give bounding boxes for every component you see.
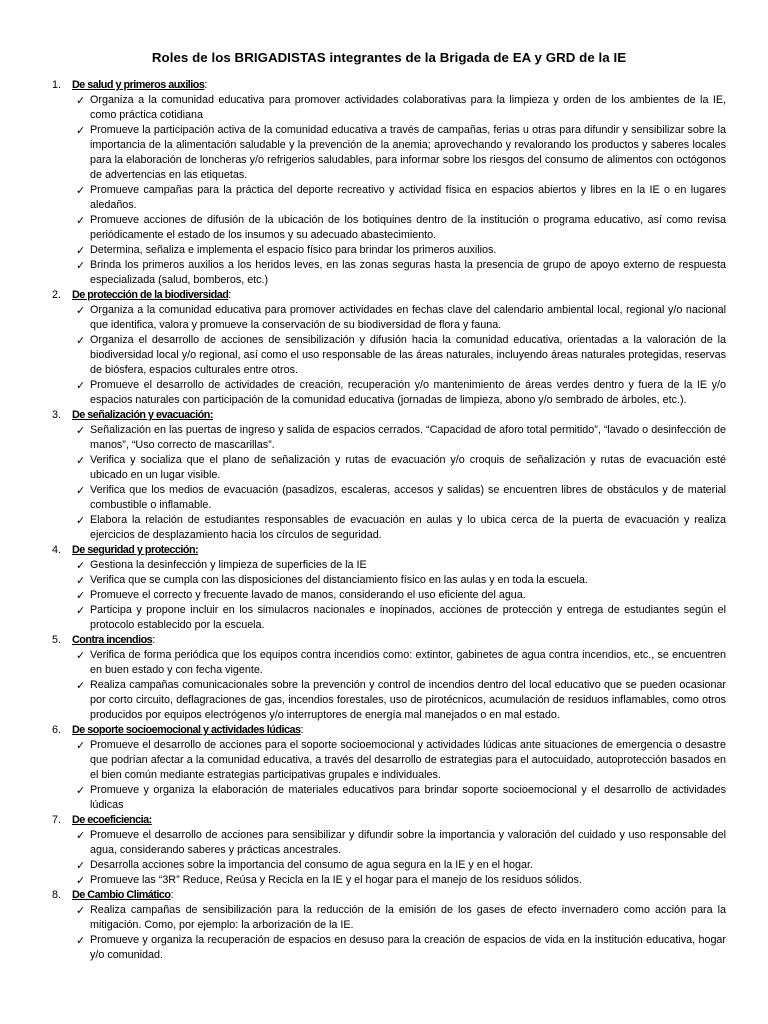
role-section: [52, 288, 726, 408]
list-item-text: Promueve y organiza la recuperación de espacios en desuso para la creación de espacios de vida en la institución educativa, hogar y/o comunidad.: [90, 934, 726, 961]
section-number: 6.: [52, 724, 62, 736]
list-item: [52, 933, 726, 963]
list-item-text: Promueve el correcto y frecuente lavado de manos, considerando el uso eficiente del agua.: [90, 589, 526, 601]
list-item-text: Elabora la relación de estudiantes responsables de evacuación en aulas y lo ubica cerca de la puerta de evacuación y realiza ejercicios de desplazamiento hacia los círculos de seguridad.: [90, 514, 726, 541]
section-items: [52, 903, 726, 963]
checkmark-icon: ✓: [76, 859, 86, 872]
list-item-text: Realiza campañas de sensibilización para la reducción de la emisión de los gases de efecto invernadero como acción para la mitigación. Como, por ejemplo: la arborización de la IE.: [90, 904, 726, 931]
checkmark-icon: ✓: [76, 679, 86, 692]
checkmark-icon: ✓: [76, 514, 86, 527]
section-items: [52, 423, 726, 543]
list-item-text: Verifica y socializa que el plano de señalización y rutas de evacuación y/o croquis de señalización y rutas de evacuación esté ubicado en un lugar visible.: [90, 454, 726, 481]
section-title-colon: :: [152, 634, 156, 646]
section-title-colon: :: [204, 79, 208, 91]
section-heading: [52, 543, 726, 558]
section-title: De ecoeficiencia:: [72, 814, 152, 826]
checkmark-icon: ✓: [76, 214, 86, 227]
checkmark-icon: ✓: [76, 334, 86, 347]
section-title-colon: :: [170, 889, 174, 901]
section-title: De señalización y evacuación:: [72, 409, 213, 421]
role-section: [52, 813, 726, 888]
checkmark-icon: ✓: [76, 559, 86, 572]
checkmark-icon: ✓: [76, 649, 86, 662]
checkmark-icon: ✓: [76, 874, 86, 887]
checkmark-icon: ✓: [76, 304, 86, 317]
checkmark-icon: ✓: [76, 259, 86, 272]
list-item-text: Desarrolla acciones sobre la importancia del consumo de agua segura en la IE y en el hogar.: [90, 859, 533, 871]
section-title: De soporte socioemocional y actividades lúdicas: [72, 724, 301, 736]
checkmark-icon: ✓: [76, 784, 86, 797]
list-item: [52, 453, 726, 483]
list-item: [52, 183, 726, 213]
checkmark-icon: ✓: [76, 574, 86, 587]
list-item-text: Gestiona la desinfección y limpieza de superficies de la IE: [90, 559, 367, 571]
section-title: De salud y primeros auxilios: [72, 79, 205, 91]
section-items: [52, 558, 726, 633]
list-item-text: Realiza campañas comunicacionales sobre la prevención y control de incendios dentro del local educativo que se pueden ocasionar por corto circuito, deflagraciones de gas, incendios forestales, uso de pirotécnicos, acumulación de residuos inflamables, como otros producidos por equipos electrógenos y/o interruptores de energía mal manejados o en mal estado.: [90, 679, 726, 721]
list-item-text: Señalización en las puertas de ingreso y salida de espacios cerrados. “Capacidad de aforo total permitido”, “lavado o desinfección de manos”, “Uso correcto de mascarillas”.: [90, 424, 726, 451]
list-item: [52, 483, 726, 513]
checkmark-icon: ✓: [76, 379, 86, 392]
checkmark-icon: ✓: [76, 454, 86, 467]
list-item-text: Verifica que se cumpla con las disposiciones del distanciamiento físico en las aulas y en toda la escuela.: [90, 574, 588, 586]
list-item: [52, 603, 726, 633]
section-title: De Cambio Climático: [72, 889, 171, 901]
list-item-text: Brinda los primeros auxilios a los heridos leves, en las zonas seguras hasta la presencia de grupo de apoyo externo de respuesta especializada (salud, bomberos, etc.): [90, 259, 726, 286]
section-title: De seguridad y protección:: [72, 544, 199, 556]
section-title-colon: :: [228, 289, 232, 301]
section-items: [52, 828, 726, 888]
list-item: [52, 423, 726, 453]
section-items: [52, 648, 726, 723]
list-item-text: Promueve el desarrollo de acciones para el soporte socioemocional y actividades lúdicas ante situaciones de emergencia o desastre que podrían afectar a la comunidad educativa, a través del desarrollo de estrategias para el autocuidado, autoprotección basados en el bien común mediante estrategias participativas grupales e individuales.: [90, 739, 726, 781]
list-item: [52, 243, 726, 258]
section-heading: [52, 633, 726, 648]
list-item-text: Promueve el desarrollo de actividades de creación, recuperación y/o mantenimiento de áreas verdes dentro y fuera de la IE y/o espacios naturales con participación de la comunidad educativa (jornadas de limpieza, abono y/o sembrado de árboles, etc.).: [90, 379, 726, 406]
checkmark-icon: ✓: [76, 904, 86, 917]
section-heading: [52, 723, 726, 738]
section-heading: [52, 288, 726, 303]
list-item-text: Verifica de forma periódica que los equipos contra incendios como: extintor, gabinetes de agua contra incendios, etc., se encuentren en buen estado y con fecha vigente.: [90, 649, 726, 676]
checkmark-icon: ✓: [76, 934, 86, 947]
list-item: [52, 588, 726, 603]
checkmark-icon: ✓: [76, 739, 86, 752]
role-section: [52, 543, 726, 633]
section-items: [52, 303, 726, 408]
list-item: [52, 333, 726, 378]
list-item-text: Organiza a la comunidad educativa para promover actividades en fechas clave del calendario ambiental local, regional y/o nacional que identifica, valora y promueve la conservación de su biodiversidad de flora y fauna.: [90, 304, 726, 331]
checkmark-icon: ✓: [76, 124, 86, 137]
list-item: [52, 93, 726, 123]
list-item-text: Promueve y organiza la elaboración de materiales educativos para brindar soporte socioemocional y el desarrollo de actividades lúdicas: [90, 784, 726, 811]
section-heading: [52, 813, 726, 828]
list-item-text: Participa y propone incluir en los simulacros nacionales e inopinados, acciones de protección y entrega de estudiantes según el protocolo establecido por la escuela.: [90, 604, 726, 631]
list-item-text: Determina, señaliza e implementa el espacio físico para brindar los primeros auxilios.: [90, 244, 497, 256]
checkmark-icon: ✓: [76, 424, 86, 437]
list-item-text: Promueve el desarrollo de acciones para sensibilizar y difundir sobre la importancia y valoración del cuidado y uso responsable del agua, considerando saberes y prácticas ancestrales.: [90, 829, 726, 856]
section-items: [52, 93, 726, 288]
checkmark-icon: ✓: [76, 829, 86, 842]
list-item: [52, 513, 726, 543]
role-section: [52, 888, 726, 963]
role-section: [52, 723, 726, 813]
section-heading: [52, 78, 726, 93]
list-item: [52, 903, 726, 933]
role-section: [52, 78, 726, 288]
list-item-text: Promueve acciones de difusión de la ubicación de los botiquines dentro de la institución o programa educativo, así como revisa periódicamente el estado de los insumos y su adecuado abastecimiento.: [90, 214, 726, 241]
list-item: [52, 678, 726, 723]
list-item: [52, 213, 726, 243]
list-item: [52, 783, 726, 813]
list-item-text: Promueve las “3R” Reduce, Reúsa y Recicla en la IE y el hogar para el manejo de los residuos sólidos.: [90, 874, 582, 886]
section-number: 2.: [52, 289, 62, 301]
list-item: [52, 378, 726, 408]
section-number: 5.: [52, 634, 62, 646]
list-item-text: Promueve la participación activa de la comunidad educativa a través de campañas, ferias u otras para difundir y sensibilizar sobre la importancia de la alimentación saludable y la prevención de la anemia; aprovechando y revalorando los productos y saberes locales para la elaboración de loncheras y/o refrigerios saludables, para informar sobre los riesgos del consumo de alimentos con octógonos de advertencias en las etiquetas.: [90, 124, 726, 181]
section-number: 4.: [52, 544, 62, 556]
checkmark-icon: ✓: [76, 184, 86, 197]
roles-list: [52, 78, 726, 963]
list-item: [52, 303, 726, 333]
section-title-colon: :: [300, 724, 304, 736]
list-item-text: Promueve campañas para la práctica del deporte recreativo y actividad física en espacios abiertos y libres en la IE o en lugares aledaños.: [90, 184, 726, 211]
section-title: Contra incendios: [72, 634, 153, 646]
checkmark-icon: ✓: [76, 589, 86, 602]
checkmark-icon: ✓: [76, 484, 86, 497]
section-number: 7.: [52, 814, 62, 826]
checkmark-icon: ✓: [76, 604, 86, 617]
list-item: [52, 873, 726, 888]
list-item: [52, 648, 726, 678]
section-number: 8.: [52, 889, 62, 901]
document-title: Roles de los BRIGADISTAS integrantes de la Brigada de EA y GRD de la IE: [151, 50, 627, 65]
list-item: [52, 858, 726, 873]
section-number: 3.: [52, 409, 62, 421]
section-heading: [52, 408, 726, 423]
section-heading: [52, 888, 726, 903]
list-item-text: Organiza a la comunidad educativa para promover actividades colaborativas para la limpieza y orden de los ambientes de la IE, como práctica cotidiana: [90, 94, 726, 121]
section-title: De protección de la biodiversidad: [72, 289, 229, 301]
list-item-text: Organiza el desarrollo de acciones de sensibilización y difusión hacia la comunidad educativa, orientadas a la valoración de la biodiversidad local y/o regional, así como el uso responsable de las áreas naturales, incluyendo áreas naturales protegidas, reservas de biósfera, espacios culturales entre otros.: [90, 334, 726, 376]
section-items: [52, 738, 726, 813]
list-item: [52, 828, 726, 858]
list-item: [52, 558, 726, 573]
list-item: [52, 738, 726, 783]
list-item: [52, 258, 726, 288]
role-section: [52, 633, 726, 723]
list-item: [52, 573, 726, 588]
role-section: [52, 408, 726, 543]
section-number: 1.: [52, 79, 62, 91]
checkmark-icon: ✓: [76, 94, 86, 107]
list-item-text: Verifica que los medios de evacuación (pasadizos, escaleras, accesos y salidas) se encuentren libres de obstáculos y de material combustible o inflamable.: [90, 484, 726, 511]
list-item: [52, 123, 726, 183]
checkmark-icon: ✓: [76, 244, 86, 257]
